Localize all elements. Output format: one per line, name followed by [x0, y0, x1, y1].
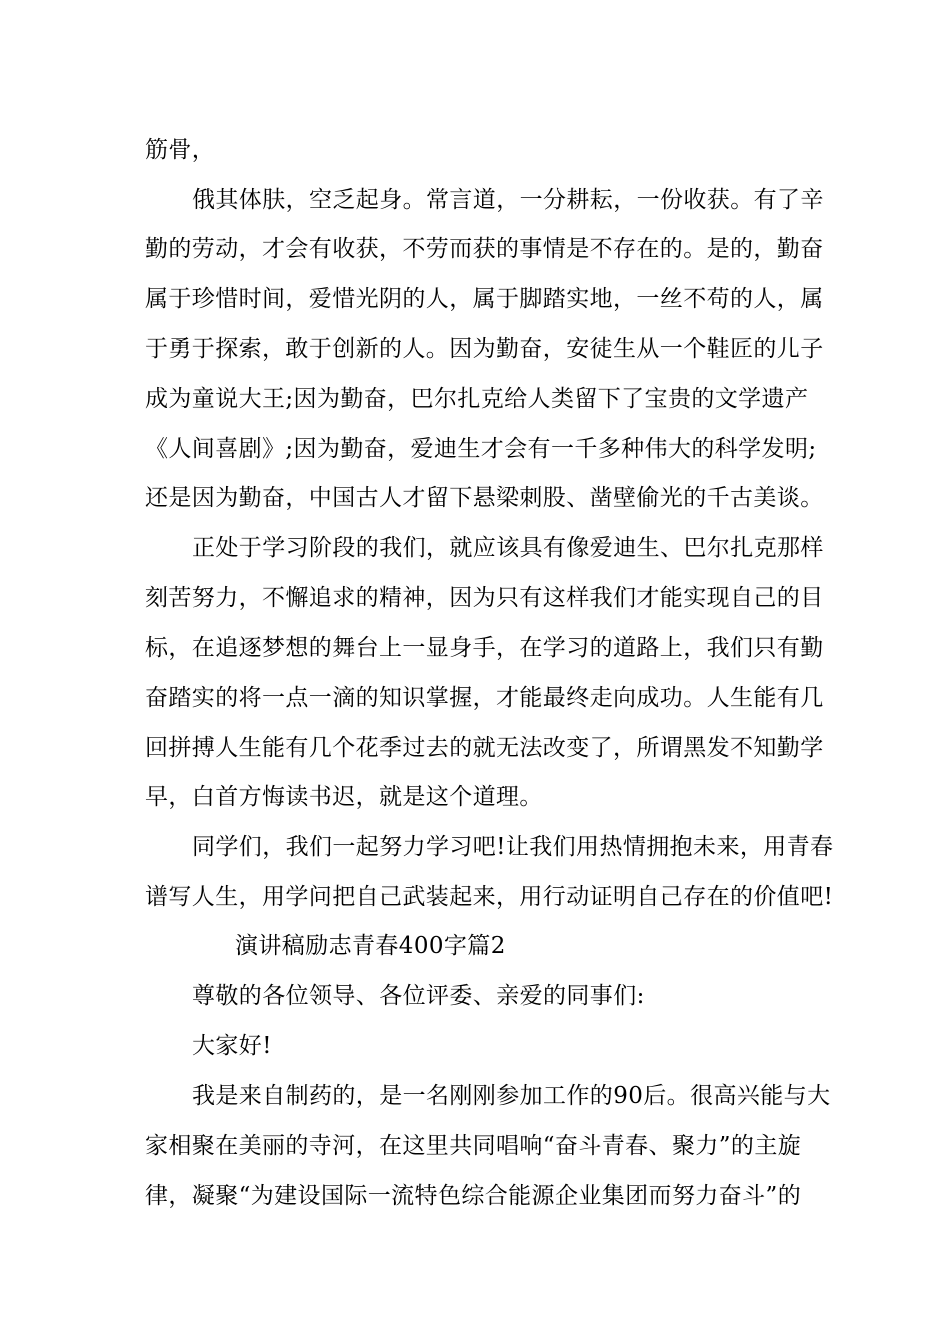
- text-line: 早，白首方悔读书迟，就是这个道理。: [145, 784, 543, 810]
- text-line: 俄其体肤，空乏起身。常言道，一分耕耘，一份收获。有了辛: [192, 187, 824, 213]
- text-line: 律，凝聚“为建设国际一流特色综合能源企业集团而努力奋斗”的: [145, 1183, 802, 1209]
- text-line: 勤的劳动，才会有收获，不劳而获的事情是不存在的。是的，勤奋: [145, 236, 824, 262]
- text-line: 同学们，我们一起努力学习吧!让我们用热情拥抱未来，用青春: [192, 834, 834, 860]
- text-line: 属于珍惜时间，爱惜光阴的人，属于脚踏实地，一丝不苟的人，属: [145, 286, 824, 312]
- text-line: 于勇于探索，敢于创新的人。因为勤奋，安徒生从一个鞋匠的儿子: [145, 336, 824, 362]
- text-line: 还是因为勤奋，中国古人才留下悬梁刺股、凿壁偷光的千古美谈。: [145, 485, 824, 511]
- text-line: 《人间喜剧》;因为勤奋，爱迪生才会有一千多种伟大的科学发明;: [145, 436, 817, 462]
- text-line: 筋骨，: [145, 137, 216, 163]
- greeting-line: 大家好!: [192, 1033, 272, 1059]
- section-heading: 演讲稿励志青春400字篇2: [235, 933, 506, 959]
- text-line: 刻苦努力，不懈追求的精神，因为只有这样我们才能实现自己的目: [145, 585, 824, 611]
- text-line: 家相聚在美丽的寺河，在这里共同唱响“奋斗青春、聚力”的主旋: [145, 1133, 802, 1159]
- salutation-line: 尊敬的各位领导、各位评委、亲爱的同事们:: [192, 983, 645, 1009]
- text-line: 奋踏实的将一点一滴的知识掌握，才能最终走向成功。人生能有几: [145, 685, 824, 711]
- text-line: 标，在追逐梦想的舞台上一显身手，在学习的道路上，我们只有勤: [145, 635, 824, 661]
- text-line: 我是来自制药的，是一名刚刚参加工作的90后。很高兴能与大: [192, 1083, 831, 1109]
- text-line: 正处于学习阶段的我们，就应该具有像爱迪生、巴尔扎克那样: [192, 535, 824, 561]
- text-line: 成为童说大王;因为勤奋，巴尔扎克给人类留下了宝贵的文学遗产: [145, 386, 809, 412]
- text-line: 回拼搏人生能有几个花季过去的就无法改变了，所谓黑发不知勤学: [145, 735, 824, 761]
- text-line: 谱写人生，用学问把自己武装起来，用行动证明自己存在的价值吧!: [145, 884, 834, 910]
